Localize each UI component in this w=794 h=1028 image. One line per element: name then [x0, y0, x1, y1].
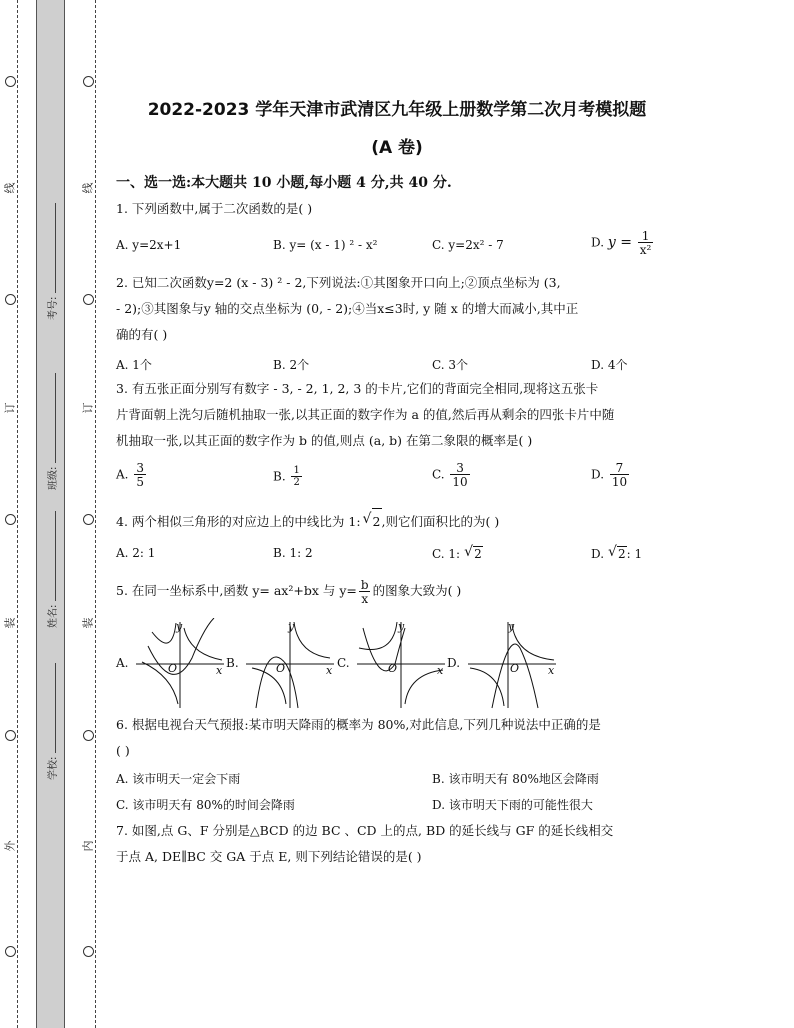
strip-edge-left	[36, 0, 37, 1028]
gutter-char: 线	[81, 182, 95, 194]
question-2-line-2: - 2);③其图象与y 轴的交点坐标为 (0, - 2);④当x≤3时, y 随 x 的增大而减小,其中正	[116, 301, 579, 316]
gutter-char: 订	[3, 402, 17, 414]
q6-option-a: A. 该市明天一定会下雨	[116, 772, 241, 786]
question-4: 4. 两个相似三角形的对应边上的中线比为 1:√ 2,则它们面积比的为( )	[116, 508, 676, 535]
blank-line	[47, 373, 56, 463]
axis-label-x: x	[437, 664, 444, 677]
q4-option-a: A. 2: 1	[116, 546, 156, 560]
q1-option-a: A. y=2x+1	[116, 238, 182, 252]
question-2-line-3: 确的有( )	[116, 327, 168, 342]
question-2-line-1: 2. 已知二次函数y=2 (x - 3) ² - 2,下列说法:①其图象开口向上;②顶点坐标为 (3,	[116, 275, 561, 290]
q5-option-d: D.	[447, 656, 461, 670]
outer-cut-line	[17, 0, 18, 1028]
gutter-char: 装	[3, 617, 17, 629]
strip-edge-right	[64, 0, 65, 1028]
axis-label-y: y	[176, 620, 183, 633]
q1-option-c: C. y=2x² - 7	[432, 238, 504, 252]
blank-line	[47, 663, 56, 753]
gutter-char: 装	[81, 617, 95, 629]
q4-option-d: D.√ 2: 1	[591, 546, 642, 561]
blank-line	[47, 203, 56, 293]
name-field: 姓名:	[44, 511, 59, 628]
origin-label: O	[510, 662, 520, 675]
axis-label-y: y	[398, 620, 405, 633]
axis-label-x: x	[326, 664, 333, 677]
gutter-char: 订	[81, 402, 95, 414]
page-title: 2022-2023 学年天津市武清区九年级上册数学第二次月考模拟题	[147, 100, 647, 120]
hole-marker	[5, 294, 16, 305]
blank-line	[47, 511, 56, 601]
q3-option-a: A. $\frac{3}{5}$	[116, 461, 144, 489]
hole-marker	[5, 730, 16, 741]
q5-option-b: B.	[226, 656, 239, 670]
binding-gutter	[0, 0, 100, 1028]
question-6-line-1: 6. 根据电视台天气预报:某市明天降雨的概率为 80%,对此信息,下列几种说法中正确的是	[116, 717, 601, 732]
exam-number-field: 考号:	[44, 203, 59, 320]
school-field: 学校:	[44, 663, 59, 780]
question-5: 5. 在同一坐标系中,函数 y= ax²+bx 与 y= $\frac{b}{x}$ 的图象大致为( )	[116, 577, 462, 606]
inner-cut-line	[95, 0, 96, 1028]
hole-marker	[5, 946, 16, 957]
question-3-line-2: 片背面朝上洗匀后随机抽取一张,以其正面的数字作为 a 的值,然后再从剩余的四张卡片中随	[116, 407, 615, 422]
q3-option-c: C. $\frac{3}{10}$	[432, 461, 468, 489]
hole-marker	[83, 730, 94, 741]
hole-marker	[83, 946, 94, 957]
q1-option-b: B. y= (x - 1) ² - x²	[273, 238, 378, 252]
hole-marker	[83, 514, 94, 525]
question-7-line-2: 于点 A, DE∥BC 交 GA 于点 E, 则下列结论错误的是( )	[116, 849, 422, 864]
q6-option-b: B. 该市明天有 80%地区会降雨	[432, 772, 599, 786]
origin-label: O	[168, 662, 178, 675]
axis-label-x: x	[216, 664, 223, 677]
question-6-line-2: ( )	[116, 743, 130, 758]
question-7-line-1: 7. 如图,点 G、F 分别是△BCD 的边 BC 、CD 上的点, BD 的延长线与 GF 的延长线相交	[116, 823, 614, 838]
axis-label-y: y	[288, 620, 295, 633]
q2-option-c: C. 3个	[432, 358, 469, 372]
q2-option-d: D. 4个	[591, 358, 628, 372]
q2-option-b: B. 2个	[273, 358, 310, 372]
hole-marker	[83, 76, 94, 87]
q3-option-b: B. $\frac{1}{2}$	[273, 465, 300, 488]
q1-option-d: D. y = $\frac{1}{\text{x²}}$	[591, 229, 652, 257]
question-3-line-3: 机抽取一张,以其正面的数字作为 b 的值,则点 (a, b) 在第二象限的概率是( )	[116, 433, 533, 448]
q4-option-b: B. 1: 2	[273, 546, 313, 560]
gutter-char: 外	[3, 840, 17, 852]
class-field: 班级:	[44, 373, 59, 490]
q5-option-a: A.	[116, 656, 129, 670]
q6-option-d: D. 该市明天下雨的可能性很大	[432, 798, 593, 812]
question-1: 1. 下列函数中,属于二次函数的是( )	[116, 201, 313, 216]
q5-option-c: C.	[337, 656, 350, 670]
q6-option-c: C. 该市明天有 80%的时间会降雨	[116, 798, 295, 812]
axis-label-x: x	[548, 664, 555, 677]
hole-marker	[5, 76, 16, 87]
origin-label: O	[276, 662, 286, 675]
gutter-char: 内	[81, 840, 95, 852]
question-3-line-1: 3. 有五张正面分别写有数字 - 3, - 2, 1, 2, 3 的卡片,它们的背面完全相同,现将这五张卡	[116, 381, 599, 396]
section-heading: 一、选一选:本大题共 10 小题,每小题 4 分,共 40 分.	[116, 175, 452, 191]
origin-label: O	[388, 662, 398, 675]
q3-option-d: D. $\frac{7}{10}$	[591, 461, 628, 489]
axis-label-y: y	[508, 620, 515, 633]
gutter-char: 线	[3, 182, 17, 194]
q2-option-a: A. 1个	[116, 358, 152, 372]
hole-marker	[5, 514, 16, 525]
q4-option-c: C. 1:√ 2	[432, 546, 483, 561]
page-subtitle: (A 卷)	[371, 138, 423, 158]
hole-marker	[83, 294, 94, 305]
